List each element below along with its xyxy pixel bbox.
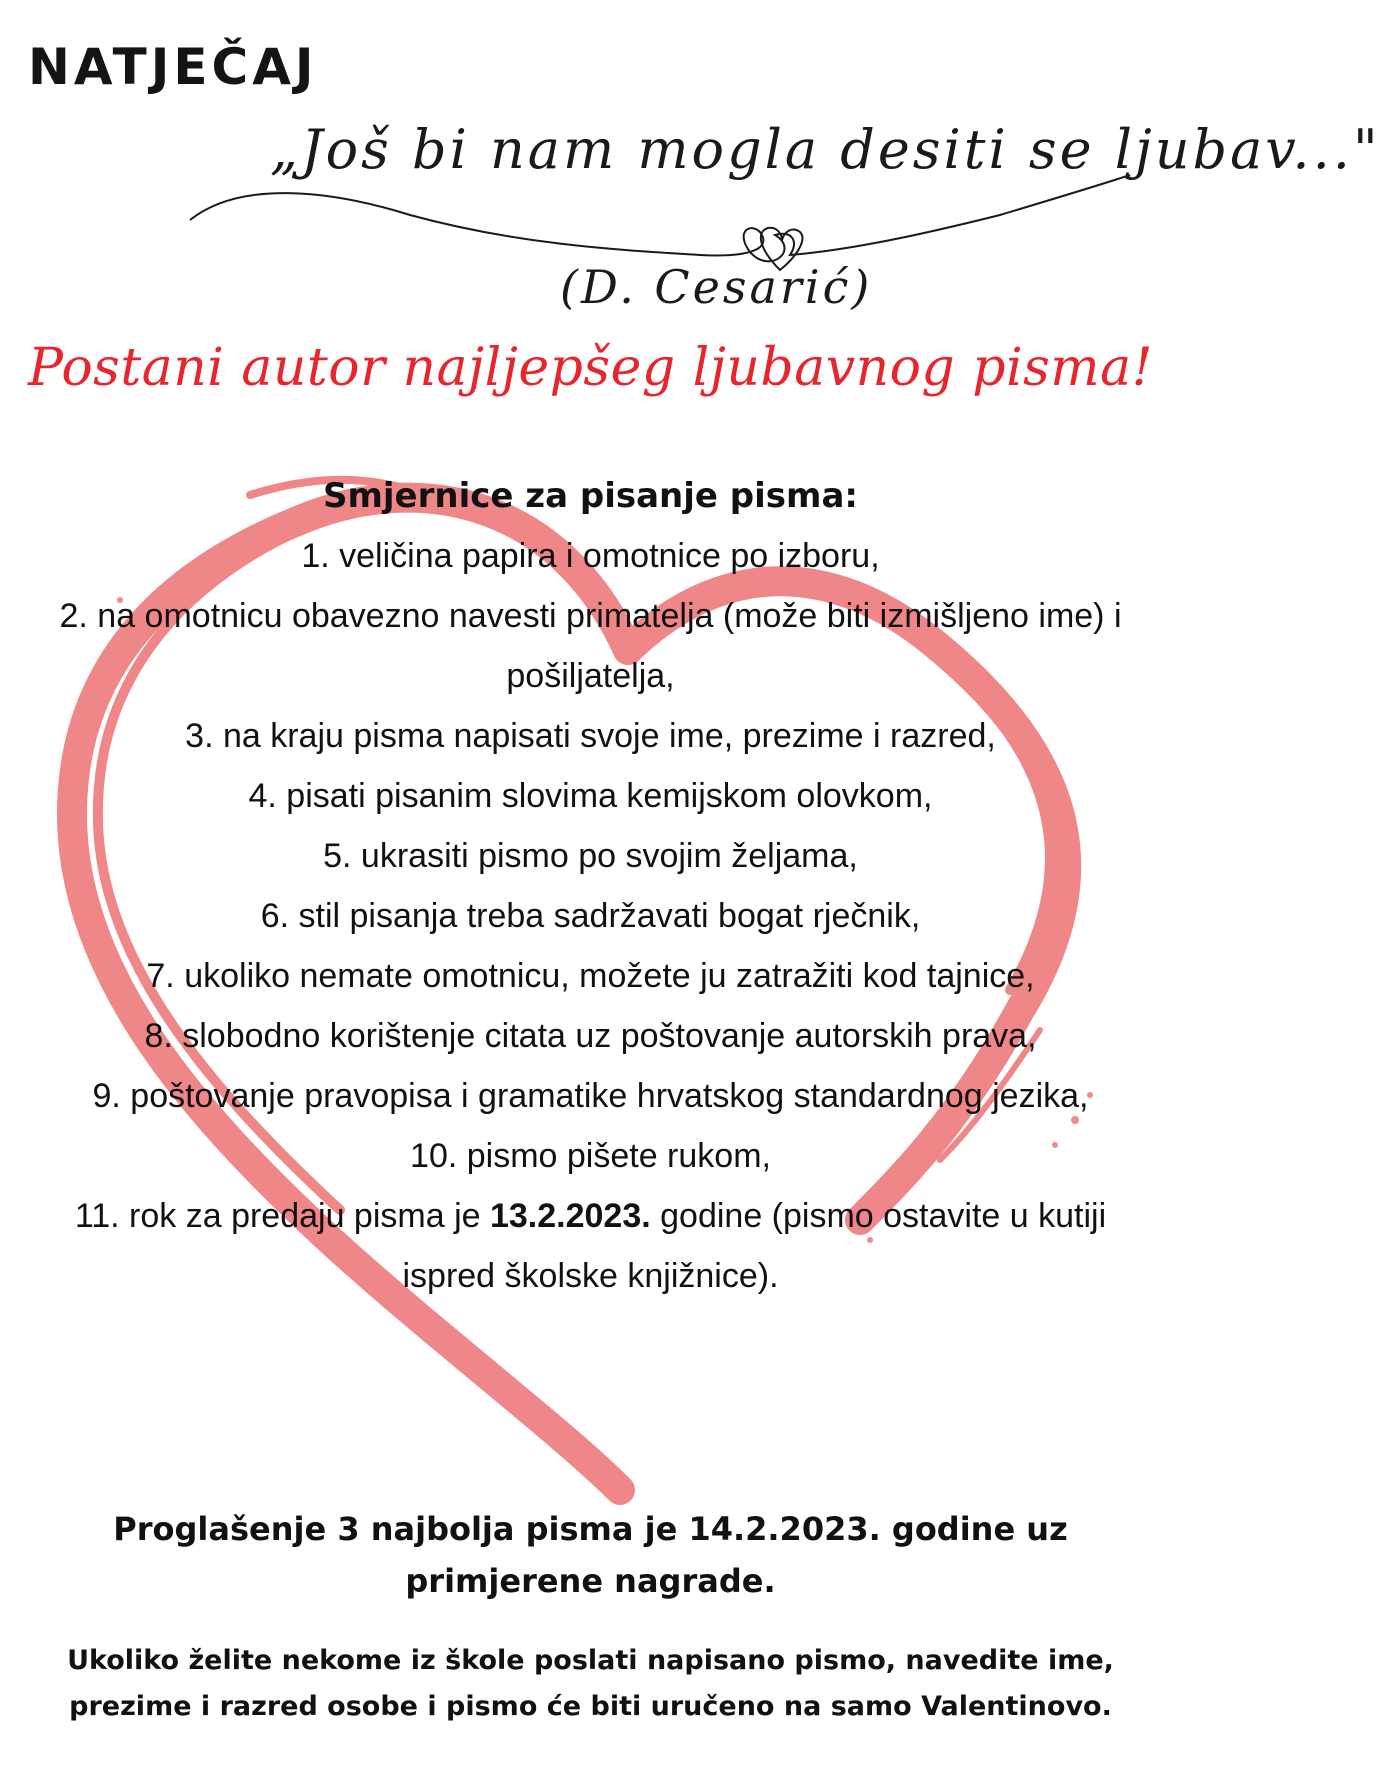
- deadline-date: 13.2.2023.: [489, 1197, 651, 1235]
- guideline-item: 10. pismo pišete rukom,: [410, 1137, 771, 1175]
- deadline-note: godine (pismo ostavite u kutiji ispred školske knjižnice).: [402, 1197, 1107, 1295]
- guidelines-section: [30, 466, 1151, 1306]
- guideline-item: 2. na omotnicu obavezno navesti primatelja (može biti izmišljeno ime) i pošiljatelja,: [59, 597, 1122, 695]
- quote-author: (D. Cesarić): [560, 260, 873, 314]
- guideline-item: 3. na kraju pisma napisati svoje ime, prezime i razred,: [185, 717, 996, 755]
- guideline-item: 7. ukoliko nemate omotnicu, možete ju zatražiti kod tajnice,: [146, 957, 1035, 995]
- guideline-item: 1. veličina papira i omotnice po izboru,: [301, 537, 880, 575]
- guideline-item: 6. stil pisanja treba sadržavati bogat rječnik,: [260, 897, 921, 935]
- guidelines-heading: Smjernice za pisanje pisma:: [322, 476, 858, 516]
- announcement: Proglašenje 3 najbolja pisma je 14.2.2023. godine uz primjerene nagrade.: [113, 1510, 1068, 1600]
- guideline-deadline: [30, 1186, 1151, 1306]
- quote-text: „Još bi nam mogla desiti se ljubav...": [270, 118, 1381, 181]
- page-title: NATJEČAJ: [28, 38, 318, 96]
- guideline-item: 5. ukrasiti pismo po svojim željama,: [323, 837, 858, 875]
- slogan: Postani autor najljepšeg ljubavnog pisma!: [27, 338, 1154, 398]
- footer-note: Ukoliko želite nekome iz škole poslati napisano pismo, navedite ime, prezime i razred osobe i pismo će biti uručeno na samo Valentinovo.: [67, 1645, 1114, 1722]
- guideline-item: 9. poštovanje pravopisa i gramatike hrvatskog standardnog jezika,: [92, 1077, 1089, 1115]
- guideline-item: 8. slobodno korištenje citata uz poštovanje autorskih prava,: [144, 1017, 1037, 1055]
- deadline-text: 11. rok za predaju pisma je: [74, 1197, 490, 1235]
- guideline-item: 4. pisati pisanim slovima kemijskom olovkom,: [248, 777, 933, 815]
